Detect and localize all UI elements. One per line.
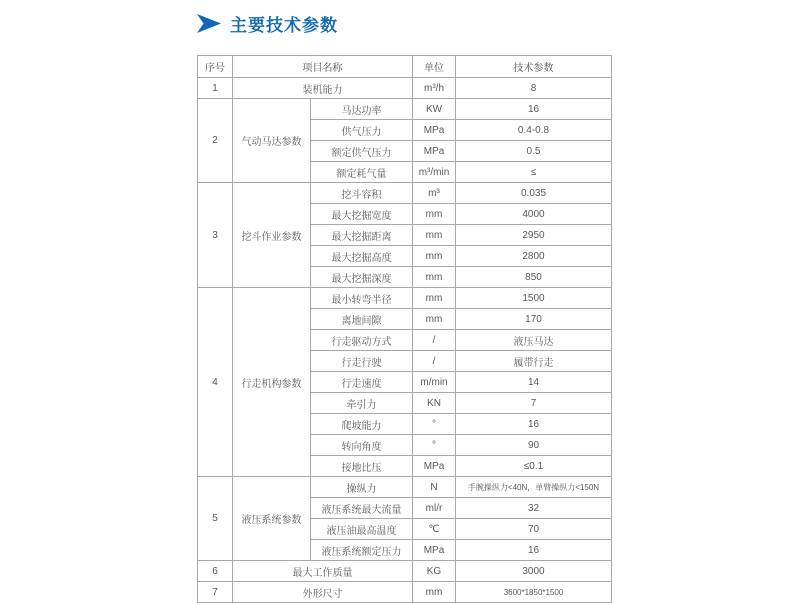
item-name-cell: 供气压力 <box>311 120 413 141</box>
item-name-cell: 外形尺寸 <box>233 582 413 603</box>
value-cell: 3600*1850*1500 <box>456 582 612 603</box>
value-cell: 16 <box>456 414 612 435</box>
table-row <box>198 288 612 309</box>
unit-cell: mm <box>413 309 456 330</box>
item-name-cell: 最大挖掘宽度 <box>311 204 413 225</box>
value-cell: 170 <box>456 309 612 330</box>
unit-cell: ml/r <box>413 498 456 519</box>
row-number-cell: 7 <box>198 582 233 603</box>
item-name-cell: 最大挖掘高度 <box>311 246 413 267</box>
item-name-cell: 接地比压 <box>311 456 413 477</box>
value-cell: 0.035 <box>456 183 612 204</box>
value-cell: 2950 <box>456 225 612 246</box>
value-cell: 1500 <box>456 288 612 309</box>
table-row <box>198 561 612 582</box>
value-cell: 850 <box>456 267 612 288</box>
item-name-cell: 液压系统额定压力 <box>311 540 413 561</box>
table-row <box>198 477 612 498</box>
unit-cell: mm <box>413 246 456 267</box>
unit-cell: MPa <box>413 540 456 561</box>
unit-cell: ℃ <box>413 519 456 540</box>
column-header-unit: 单位 <box>413 56 456 78</box>
value-cell: ≤ <box>456 162 612 183</box>
value-cell: 70 <box>456 519 612 540</box>
item-name-cell: 额定耗气量 <box>311 162 413 183</box>
row-number-cell: 6 <box>198 561 233 582</box>
section-title-row <box>197 10 617 36</box>
value-cell: 手腕操纵力<40N，单臂操纵力<150N <box>456 477 612 498</box>
value-cell: 14 <box>456 372 612 393</box>
unit-cell: m³/min <box>413 162 456 183</box>
row-number-cell: 1 <box>198 78 233 99</box>
item-name-cell: 最大挖掘深度 <box>311 267 413 288</box>
item-name-cell: 行走速度 <box>311 372 413 393</box>
column-header-no: 序号 <box>198 56 233 78</box>
unit-cell: mm <box>413 267 456 288</box>
value-cell: 4000 <box>456 204 612 225</box>
value-cell: 8 <box>456 78 612 99</box>
unit-cell: ° <box>413 414 456 435</box>
value-cell: 32 <box>456 498 612 519</box>
row-number-cell: 5 <box>198 477 233 561</box>
item-name-cell: 行走行驶 <box>311 351 413 372</box>
value-cell: 16 <box>456 99 612 120</box>
category-cell: 行走机构参数 <box>233 288 311 477</box>
value-cell: 0.4-0.8 <box>456 120 612 141</box>
column-header-item: 项目名称 <box>233 56 413 78</box>
item-name-cell: 行走驱动方式 <box>311 330 413 351</box>
value-cell: 16 <box>456 540 612 561</box>
page-title: 主要技术参数 <box>230 15 338 35</box>
unit-cell: / <box>413 330 456 351</box>
unit-cell: mm <box>413 225 456 246</box>
table-row <box>198 99 612 120</box>
column-header-value: 技术参数 <box>456 56 612 78</box>
item-name-cell: 牵引力 <box>311 393 413 414</box>
row-number-cell: 4 <box>198 288 233 477</box>
unit-cell: / <box>413 351 456 372</box>
unit-cell: KW <box>413 99 456 120</box>
value-cell: 履带行走 <box>456 351 612 372</box>
category-cell: 气动马达参数 <box>233 99 311 183</box>
item-name-cell: 马达功率 <box>311 99 413 120</box>
item-name-cell: 转向角度 <box>311 435 413 456</box>
value-cell: 90 <box>456 435 612 456</box>
spec-table-body <box>198 78 612 603</box>
item-name-cell: 装机能力 <box>233 78 413 99</box>
spec-table <box>197 55 612 603</box>
item-name-cell: 液压系统最大流量 <box>311 498 413 519</box>
main-content <box>197 10 617 603</box>
value-cell: 3000 <box>456 561 612 582</box>
item-name-cell: 操纵力 <box>311 477 413 498</box>
value-cell: 0.5 <box>456 141 612 162</box>
unit-cell: KG <box>413 561 456 582</box>
item-name-cell: 挖斗容积 <box>311 183 413 204</box>
unit-cell: MPa <box>413 456 456 477</box>
unit-cell: ° <box>413 435 456 456</box>
table-header-row <box>198 56 612 78</box>
unit-cell: mm <box>413 204 456 225</box>
table-row <box>198 78 612 99</box>
item-name-cell: 液压油最高温度 <box>311 519 413 540</box>
value-cell: ≤0.1 <box>456 456 612 477</box>
item-name-cell: 额定供气压力 <box>311 141 413 162</box>
item-name-cell: 最大工作质量 <box>233 561 413 582</box>
item-name-cell: 最大挖掘距离 <box>311 225 413 246</box>
unit-cell: KN <box>413 393 456 414</box>
unit-cell: MPa <box>413 141 456 162</box>
value-cell: 2800 <box>456 246 612 267</box>
unit-cell: m³/h <box>413 78 456 99</box>
table-row <box>198 582 612 603</box>
value-cell: 液压马达 <box>456 330 612 351</box>
value-cell: 7 <box>456 393 612 414</box>
unit-cell: m/min <box>413 372 456 393</box>
unit-cell: mm <box>413 288 456 309</box>
unit-cell: N <box>413 477 456 498</box>
item-name-cell: 离地间隙 <box>311 309 413 330</box>
unit-cell: MPa <box>413 120 456 141</box>
unit-cell: m³ <box>413 183 456 204</box>
table-row <box>198 183 612 204</box>
category-cell: 液压系统参数 <box>233 477 311 561</box>
row-number-cell: 3 <box>198 183 233 288</box>
unit-cell: mm <box>413 582 456 603</box>
category-cell: 挖斗作业参数 <box>233 183 311 288</box>
arrow-right-icon <box>197 14 221 33</box>
row-number-cell: 2 <box>198 99 233 183</box>
item-name-cell: 爬坡能力 <box>311 414 413 435</box>
item-name-cell: 最小转弯半径 <box>311 288 413 309</box>
